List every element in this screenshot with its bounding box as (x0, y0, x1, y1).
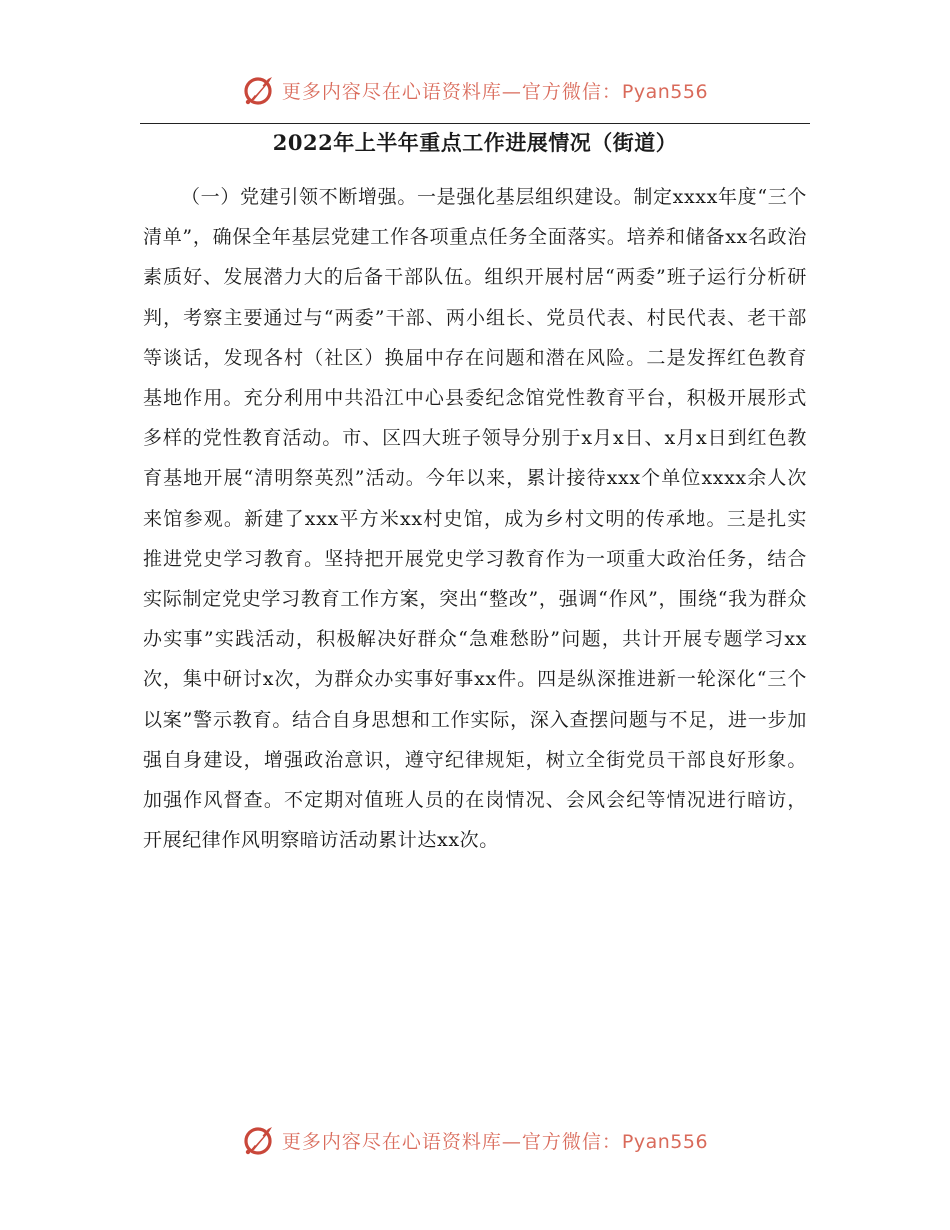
quill-logo-icon (242, 1123, 276, 1157)
footer-watermark-code: Pyan556 (621, 1130, 709, 1153)
footer-watermark (0, 1120, 950, 1160)
header-divider (140, 123, 810, 124)
footer-watermark-text: 更多内容尽在心语资料库—官方微信：Pyan556 (281, 1130, 709, 1153)
quill-logo-icon (242, 73, 276, 107)
header-watermark (0, 70, 950, 110)
header-watermark-code: Pyan556 (621, 80, 709, 103)
document-title: 2022年上半年重点工作进展情况（街道） (272, 130, 678, 155)
body-paragraph: （一）党建引领不断增强。一是强化基层组织建设。制定xxxx年度“三个清单”，确保全年基层党建工作各项重点任务全面落实。培养和储备xx名政治素质好、发展潜力大的后备干部队伍。组织开展村居“两委”班子运行分析研判，考察主要通过与“两委”干部、两小组长、党员代表、村民代表、老干部等谈话，发现各村（社区）换届中存在问题和潜在风险。二是发挥红色教育基地作用。充分利用中共沿江中心县委纪念馆党性教育平台，积极开展形式多样的党性教育活动。市、区四大班子领导分别于x月x日、x月x日到红色教育基地开展“清明祭英烈”活动。今年以来，累计接待xxx个单位xxxx余人次来馆参观。新建了xxx平方米xx村史馆，成为乡村文明的传承地。三是扎实推进党史学习教育。坚持把开展党史学习教育作为一项重大政治任务，结合实际制定党史学习教育工作方案，突出“整改”，强调“作风”，围绕“我为群众办实事”实践活动，积极解决好群众“急难愁盼”问题，共计开展专题学习xx次，集中研讨x次，为群众办实事好事xx件。四是纵深推进新一轮深化“三个以案”警示教育。结合自身思想和工作实际，深入查摆问题与不足，进一步加强自身建设，增强政治意识，遵守纪律规矩，树立全街党员干部良好形象。加强作风督查。不定期对值班人员的在岗情况、会风会纪等情况进行暗访，开展纪律作风明察暗访活动累计达xx次。 (143, 186, 807, 852)
header-watermark-text: 更多内容尽在心语资料库—官方微信：Pyan556 (281, 80, 709, 103)
